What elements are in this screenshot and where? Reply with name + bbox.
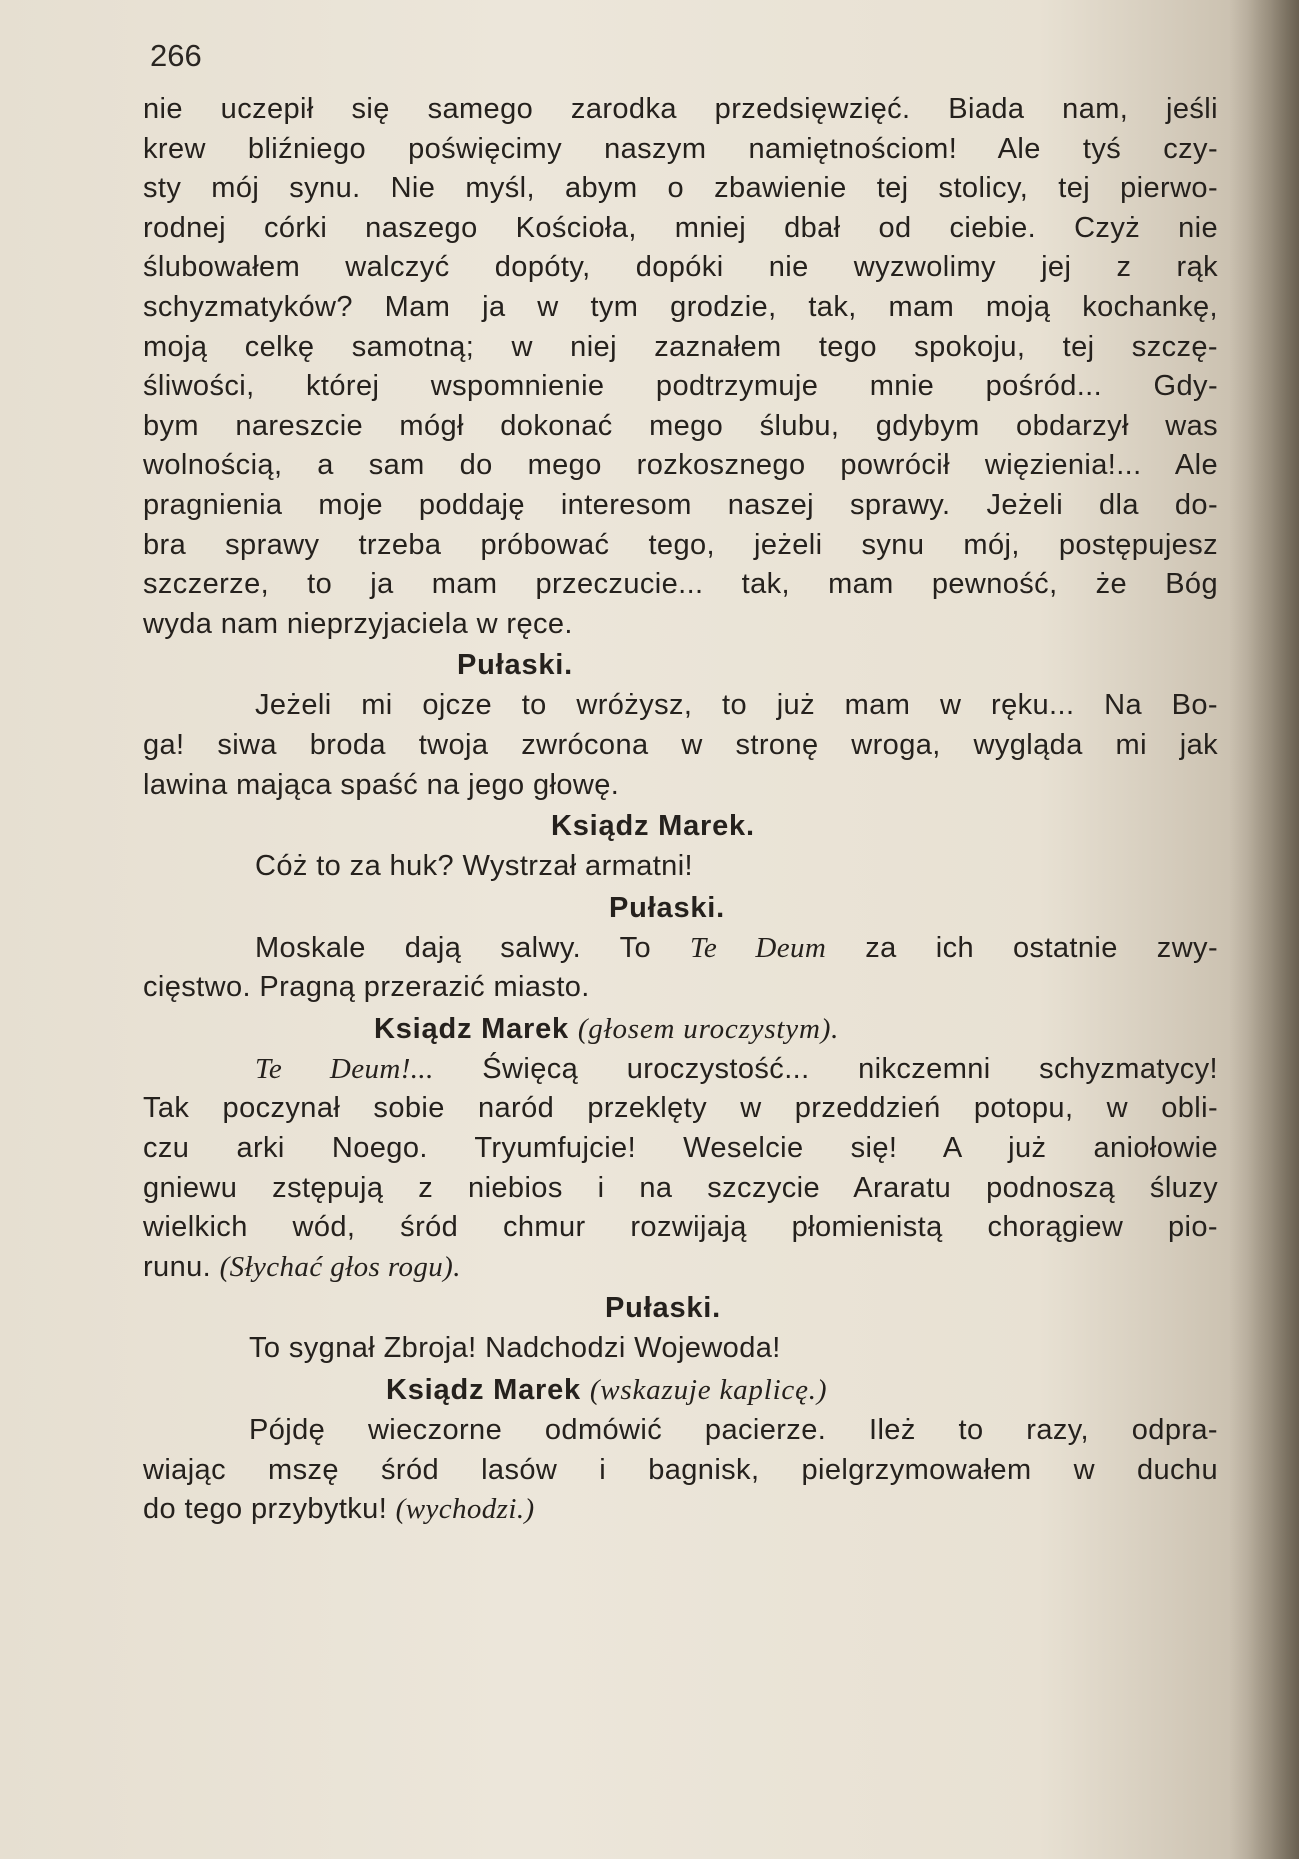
speaker-name: Pułaski. — [457, 649, 574, 682]
speaker-label: Ksiądz Marek — [386, 1374, 590, 1407]
text-run: Święcą uroczystość... nikczemni schyzmatycy! — [433, 1052, 1218, 1085]
text-line: ga! siwa broda twoja zwrócona w stronę wroga, wygląda mi jak — [143, 728, 1218, 761]
text-line: bym nareszcie mógł dokonać mego ślubu, gdybym obdarzył was — [143, 409, 1218, 442]
text-line — [143, 1490, 1218, 1530]
stage-direction: (wskazuje kaplicę.) — [589, 1374, 828, 1407]
text-run: do tego przybytku! — [143, 1493, 396, 1526]
text-line: wyda nam nieprzyjaciela w ręce. — [143, 607, 573, 640]
text-line: ślubowałem walczyć dopóty, dopóki nie wyzwolimy jej z rąk — [143, 251, 1218, 284]
text-line: czu arki Noego. Tryumfujcie! Weselcie się! A już aniołowie — [143, 1132, 1218, 1165]
speaker-name: Ksiądz Marek. — [551, 810, 755, 843]
page-edge-shadow — [1229, 0, 1299, 1859]
text-line — [143, 929, 1218, 969]
text-line: Pójdę wieczorne odmówić pacierze. Ileż to razy, odpra- — [249, 1414, 1218, 1447]
latin-phrase: Te Deum!... — [255, 1052, 434, 1085]
speaker-name — [143, 1008, 1218, 1050]
text-line: rodnej córki naszego Kościoła, mniej dbał od ciebie. Czyż nie — [143, 211, 1218, 244]
text-line: Jeżeli mi ojcze to wróżysz, to już mam w ręku... Na Bo- — [255, 689, 1218, 722]
text-line: śliwości, której wspomnienie podtrzymuje mnie pośród... Gdy- — [143, 370, 1218, 403]
text-line: cięstwo. Pragną przerazić miasto. — [143, 971, 590, 1004]
text-line: krew bliźniego poświęcimy naszym namiętnościom! Ale tyś czy- — [143, 132, 1218, 165]
speaker-label: Ksiądz Marek — [374, 1012, 578, 1045]
stage-direction: (wychodzi.) — [395, 1493, 535, 1526]
text-line — [143, 1050, 1218, 1090]
text-run: runu. — [143, 1250, 220, 1283]
latin-phrase: Te Deum — [690, 931, 827, 964]
text-line: wielkich wód, śród chmur rozwijają płomienistą chorągiew pio- — [143, 1211, 1218, 1244]
text-line: sty mój synu. Nie myśl, abym o zbawienie tej stolicy, tej pierwo- — [143, 172, 1218, 205]
text-line: lawina mająca spaść na jego głowę. — [143, 768, 620, 801]
text-line: szczerze, to ja mam przeczucie... tak, mam pewność, że Bóg — [143, 568, 1218, 601]
text-line: pragnienia moje poddaję interesom naszej sprawy. Jeżeli dla do- — [143, 488, 1218, 521]
page-number: 266 — [150, 38, 202, 73]
speaker-name: Pułaski. — [609, 891, 726, 924]
speaker-name — [143, 1369, 1218, 1411]
text-line: Cóż to za huk? Wystrzał armatni! — [255, 850, 694, 883]
stage-direction: (Słychać głos rogu). — [219, 1250, 461, 1283]
text-line: To sygnał Zbroja! Nadchodzi Wojewoda! — [249, 1332, 781, 1365]
page-body — [143, 90, 1218, 1530]
text-line: wolnością, a sam do mego rozkosznego powrócił więzienia!... Ale — [143, 449, 1218, 482]
text-line: bra sprawy trzeba próbować tego, jeżeli synu mój, postępujesz — [143, 528, 1218, 561]
text-line: wiając mszę śród lasów i bagnisk, pielgrzymowałem w duchu — [143, 1453, 1218, 1486]
text-line: nie uczepił się samego zarodka przedsięwzięć. Biada nam, jeśli — [143, 93, 1218, 125]
text-run: Moskale dają salwy. To — [255, 931, 691, 964]
text-line: moją celkę samotną; w niej zaznałem tego spokoju, tej szczę- — [143, 330, 1218, 363]
speaker-name: Pułaski. — [605, 1292, 722, 1325]
stage-direction: (głosem uroczystym). — [577, 1012, 840, 1045]
text-run: za ich ostatnie zwy- — [826, 931, 1219, 964]
text-line: gniewu zstępują z niebios i na szczycie Araratu podnoszą śluzy — [143, 1171, 1218, 1204]
text-line: Tak poczynał sobie naród przeklęty w przeddzień potopu, w obli- — [143, 1092, 1218, 1125]
text-line — [143, 1248, 1218, 1288]
text-line: schyzmatyków? Mam ja w tym grodzie, tak, mam moją kochankę, — [143, 290, 1218, 323]
